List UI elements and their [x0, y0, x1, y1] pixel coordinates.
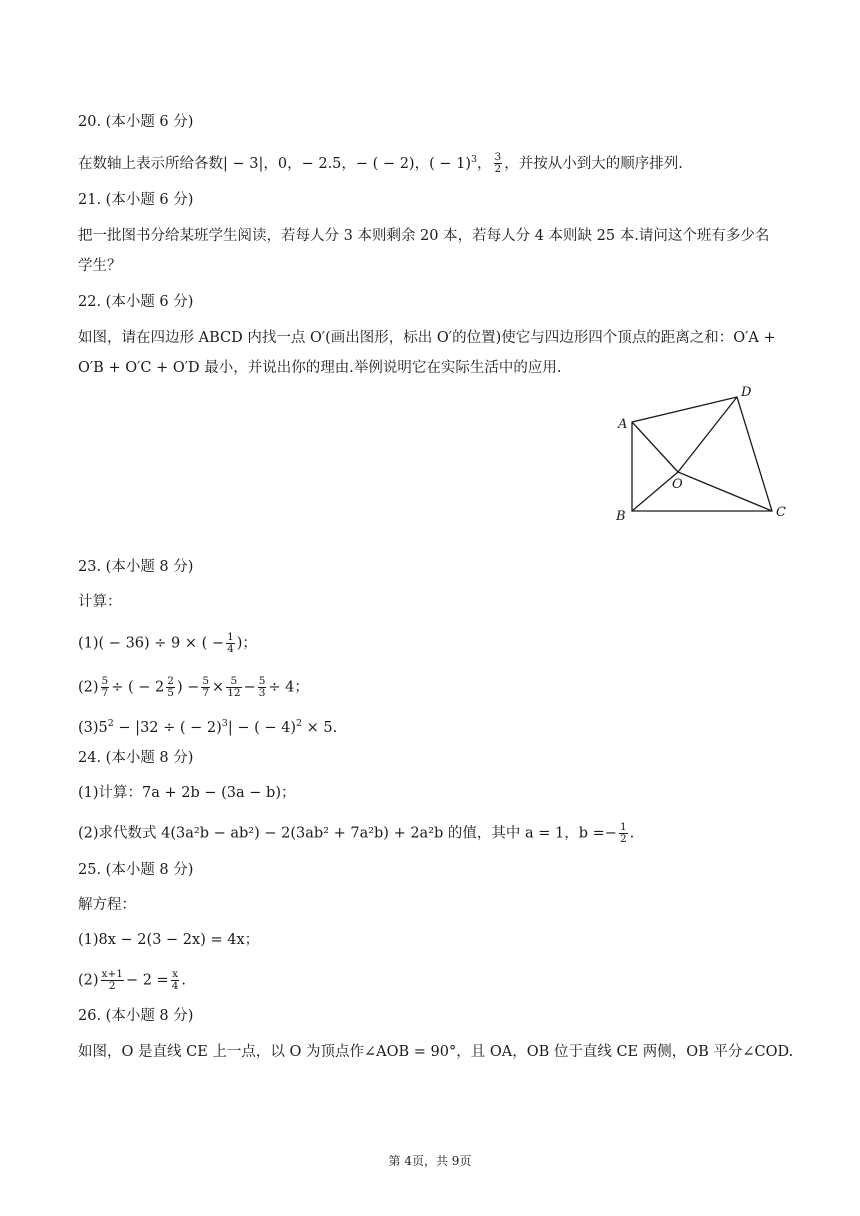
- label-o: O: [672, 477, 683, 492]
- q22-line1: 如图，请在四边形 ABCD 内找一点 O′(画出图形，标出 O′的位置)使它与四边形四个顶点的距离之和：O′A +: [78, 330, 776, 346]
- q23-p2-frac-b: [166, 676, 175, 699]
- label-a: A: [618, 417, 628, 432]
- segment-oa: [632, 422, 678, 472]
- q23-p3-sup1: 2: [107, 718, 114, 729]
- q24-p2-end: .: [629, 825, 635, 842]
- q25-p2-a-num: x+1: [101, 968, 123, 980]
- q24-p2-num: 1: [619, 821, 627, 833]
- label-b: B: [616, 509, 626, 522]
- q23-p3-b: − |32 ÷ ( − 2): [113, 719, 222, 736]
- q23-p2-frac-c: [201, 676, 210, 699]
- q23-p2-t3: ×: [212, 679, 225, 696]
- segment-od: [678, 397, 737, 472]
- q25-part1: (1)8x − 2(3 − 2x) = 4x；: [78, 932, 260, 948]
- label-c: C: [776, 505, 786, 520]
- q21-header: 21. (本小题 6 分): [78, 192, 194, 208]
- q23-p2-frac-e: [258, 676, 267, 699]
- q20-fraction: [494, 152, 503, 175]
- q23-p3-sup3: 2: [296, 718, 303, 729]
- q24-part1: (1)计算：7a + 2b − (3a − b)；: [78, 785, 296, 801]
- q24-p2-text: (2)求代数式 4(3a²b − ab²) − 2(3ab² + 7a²b) + 2a²b 的值，其中 a = 1，b =−: [78, 825, 617, 842]
- q23-p2-e-den: 3: [258, 687, 266, 699]
- q23-part3: [78, 714, 337, 738]
- q23-p2-t1: ÷ ( − 2: [111, 679, 165, 696]
- q23-p2-c-num: 5: [202, 675, 210, 687]
- q26-line1: 如图，O 是直线 CE 上一点，以 O 为顶点作∠AOB = 90°，且 OA，OB 位于直线 CE 两侧，OB 平分∠COD.: [78, 1044, 794, 1060]
- q23-part2: [78, 676, 309, 699]
- q24-header: 24. (本小题 8 分): [78, 750, 194, 766]
- q23-p2-d-num: 5: [226, 676, 241, 688]
- q25-p2-label: (2): [78, 972, 99, 989]
- q23-p2-t4: −: [243, 679, 256, 696]
- q25-p2-b-num: x: [172, 968, 178, 980]
- q23-p1-prefix: (1)( − 36) ÷ 9 × ( −: [78, 635, 225, 652]
- q21-line1: 把一批图书分给某班学生阅读，若每人分 3 本则剩余 20 本，若每人分 4 本则缺 25 本.请问这个班有多少名: [78, 228, 770, 244]
- q20-body: [78, 150, 683, 175]
- q23-p2-label: (2): [78, 679, 99, 696]
- q20-body-suffix: ，并按从小到大的顺序排列.: [504, 155, 683, 172]
- q23-p2-t5: ÷ 4；: [268, 679, 309, 696]
- q23-p3-sup2: 3: [221, 718, 228, 729]
- q23-p2-a-num: 5: [101, 675, 109, 687]
- q25-header: 25. (本小题 8 分): [78, 862, 194, 878]
- q23-p3-d: × 5.: [302, 719, 338, 736]
- q23-p1-suffix: )；: [236, 635, 257, 652]
- page-footer: 第 4页，共 9页: [388, 1154, 472, 1168]
- q20-body-mid: ，: [477, 155, 492, 172]
- q23-p2-d-den: 12: [227, 687, 241, 699]
- q23-intro: 计算：: [78, 594, 122, 610]
- q24-part2: [78, 822, 634, 845]
- q23-p1-num: 1: [227, 631, 234, 643]
- q25-p2-frac-a: [101, 969, 124, 992]
- q25-p2-mid: − 2 =: [125, 972, 169, 989]
- q25-part2: [78, 969, 186, 992]
- q25-intro: 解方程：: [78, 897, 136, 913]
- q22-header: 22. (本小题 6 分): [78, 294, 194, 310]
- segment-oc: [678, 472, 772, 511]
- q25-p2-b-den: 4: [171, 980, 179, 992]
- q20-body-prefix: 在数轴上表示所给各数| − 3|，0，− 2.5，− ( − 2)，( − 1): [78, 155, 471, 172]
- quadrilateral-figure: [610, 382, 800, 522]
- q23-p2-b-num: 2: [167, 675, 174, 687]
- q23-p2-c-den: 7: [202, 687, 210, 699]
- q20-frac-den: 2: [494, 163, 502, 176]
- q20-frac-num: 3: [494, 151, 502, 164]
- q23-p1-frac: [226, 632, 235, 655]
- q25-p2-end: .: [181, 972, 186, 989]
- q20-body-sup: 3: [470, 154, 478, 165]
- q23-p1-den: 4: [227, 643, 234, 655]
- q23-p3-c: | − ( − 4): [227, 719, 297, 736]
- q23-p2-a-den: 7: [101, 687, 109, 699]
- q22-line2: O′B + O′C + O′D 最小，并说出你的理由.举例说明它在实际生活中的应用.: [78, 360, 562, 376]
- q23-p2-frac-a: [101, 676, 110, 699]
- q23-p2-frac-d: [226, 676, 241, 699]
- q24-p2-frac: [619, 822, 628, 845]
- q23-p3-a: (3)5: [78, 719, 108, 736]
- q25-p2-frac-b: [171, 969, 180, 992]
- q23-p2-t2: ) −: [176, 679, 200, 696]
- q21-line2: 学生？: [78, 258, 122, 274]
- q23-header: 23. (本小题 8 分): [78, 559, 194, 575]
- label-d: D: [741, 385, 752, 400]
- q24-p2-den: 2: [619, 833, 627, 845]
- q23-p2-e-num: 5: [258, 675, 266, 687]
- q26-header: 26. (本小题 8 分): [78, 1008, 194, 1024]
- q20-header: 20. (本小题 6 分): [78, 114, 194, 130]
- q25-p2-a-den: 2: [108, 980, 116, 992]
- q23-p2-b-den: 5: [167, 687, 174, 699]
- q23-part1: [78, 632, 257, 655]
